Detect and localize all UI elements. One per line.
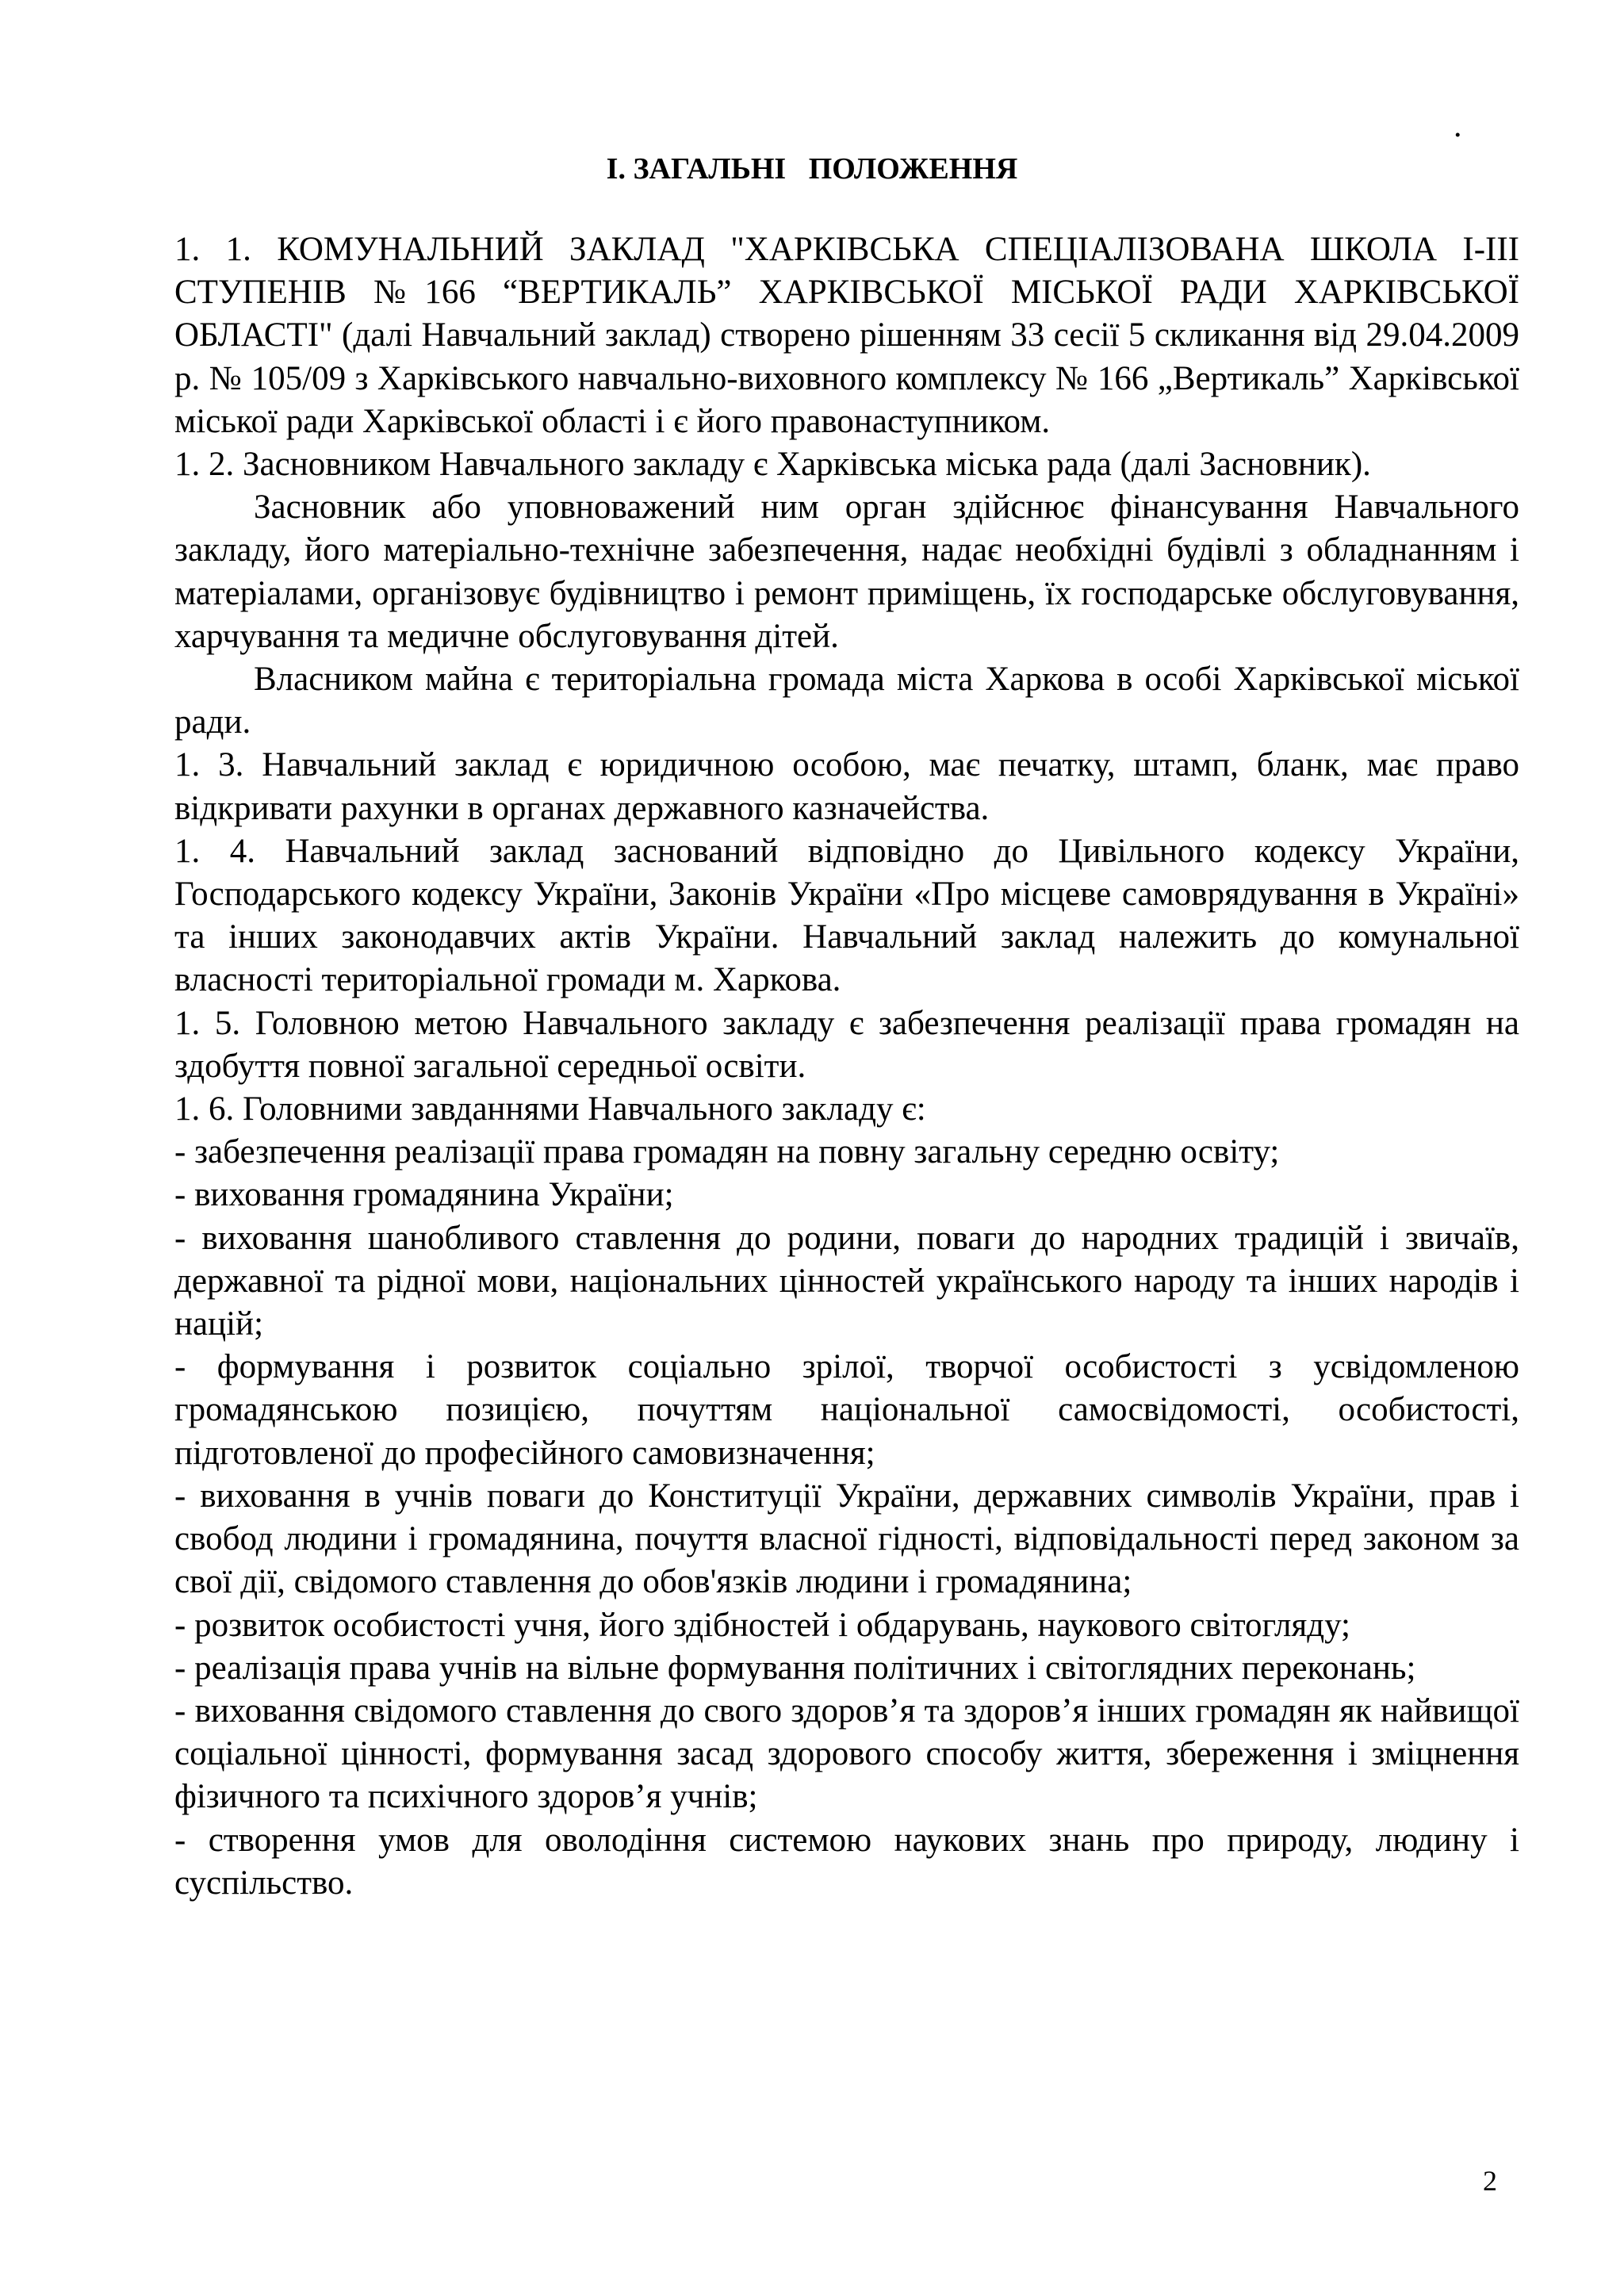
paragraph-1-6: 1. 6. Головними завданнями Навчального закладу є: bbox=[174, 1090, 926, 1128]
paragraph-1-4: 1. 4. Навчальний заклад заснований відповідно до Цивільного кодексу України, Господарського кодексу України, Законів України «Про місцеве самоврядування в Україні» та інших законодавчих актів України. Навчальний заклад належить до комунальної власності територіальної громади м. Харкова. bbox=[174, 832, 1519, 999]
paragraph-1-2: 1. 2. Засновником Навчального закладу є Харківська міська рада (далі Засновник). bbox=[174, 446, 1371, 484]
paragraph-property-owner: Власником майна є територіальна громада міста Харкова в особі Харківської міської ради. bbox=[174, 661, 1519, 741]
list-item: - створення умов для оволодіння системою наукових знань про природу, людину і суспільство. bbox=[174, 1821, 1519, 1902]
paragraph-1-1: 1. 1. КОМУНАЛЬНИЙ ЗАКЛАД "ХАРКІВСЬКА СПЕЦІАЛІЗОВАНА ШКОЛА І-ІІІ СТУПЕНІВ №166 “ВЕРТИКАЛЬ” ХАРКІВСЬКОЇ МІСЬКОЇ РАДИ ХАРКІВСЬКОЇ ОБЛАСТІ" (далі Навчальний заклад) створено рішенням 33 сесії 5 скликання від 29.04.2009 р. № 105/09 з Харківського навчально-виховного комплексу № 166 „Вертикаль” Харківської міської ради Харківської області і є його правонаступником. bbox=[174, 231, 1519, 440]
list-item: - виховання шанобливого ставлення до родини, поваги до народних традицій і звичаїв, державної та рідної мови, національних цінностей українського народу та інших народів і націй; bbox=[174, 1219, 1519, 1343]
list-item: - розвиток особистості учня, його здібностей і обдарувань, наукового світогляду; bbox=[174, 1606, 1350, 1644]
section-heading: І. ЗАГАЛЬНІ ПОЛОЖЕННЯ bbox=[606, 152, 1018, 186]
document-body bbox=[174, 228, 1519, 1905]
list-item: - виховання в учнів поваги до Конституції України, державних символів України, прав і свобод людини і громадянина, почуття власної гідності, відповідальності перед законом за свої дії, свідомого ставлення до обов'язків людини і громадянина; bbox=[174, 1477, 1519, 1601]
corner-dot-mark: . bbox=[1454, 108, 1462, 144]
list-item: - виховання громадянина України; bbox=[174, 1176, 674, 1214]
paragraph-founder-duties: Засновник або уповноважений ним орган здійснює фінансування Навчального закладу, його матеріально-технічне забезпечення, надає необхідні будівлі з обладнанням і матеріалами, організовує будівництво і ремонт приміщень, їх господарське обслуговування, харчування та медичне обслуговування дітей. bbox=[174, 489, 1519, 655]
paragraph-1-3: 1. 3. Навчальний заклад є юридичною особою, має печатку, штамп, бланк, має право відкривати рахунки в органах державного казначейства. bbox=[174, 746, 1519, 827]
list-item: - виховання свідомого ставлення до свого здоров’я та здоров’я інших громадян як найвищої соціальної цінності, формування засад здорового способу життя, збереження і зміцнення фізичного та психічного здоров’я учнів; bbox=[174, 1692, 1519, 1816]
list-item: - реалізація права учнів на вільне формування політичних і світоглядних переконань; bbox=[174, 1649, 1416, 1687]
page-number: 2 bbox=[1483, 2165, 1497, 2197]
list-item: - забезпечення реалізації права громадян на повну загальну середню освіту; bbox=[174, 1133, 1280, 1171]
list-item: - формування і розвиток соціально зрілої, творчої особистості з усвідомленою громадянською позицією, почуттям національної самосвідомості, особистості, підготовленої до професійного самовизначення; bbox=[174, 1348, 1519, 1472]
paragraph-1-5: 1. 5. Головною метою Навчального закладу є забезпечення реалізації права громадян на здобуття повної загальної середньої освіти. bbox=[174, 1004, 1519, 1085]
